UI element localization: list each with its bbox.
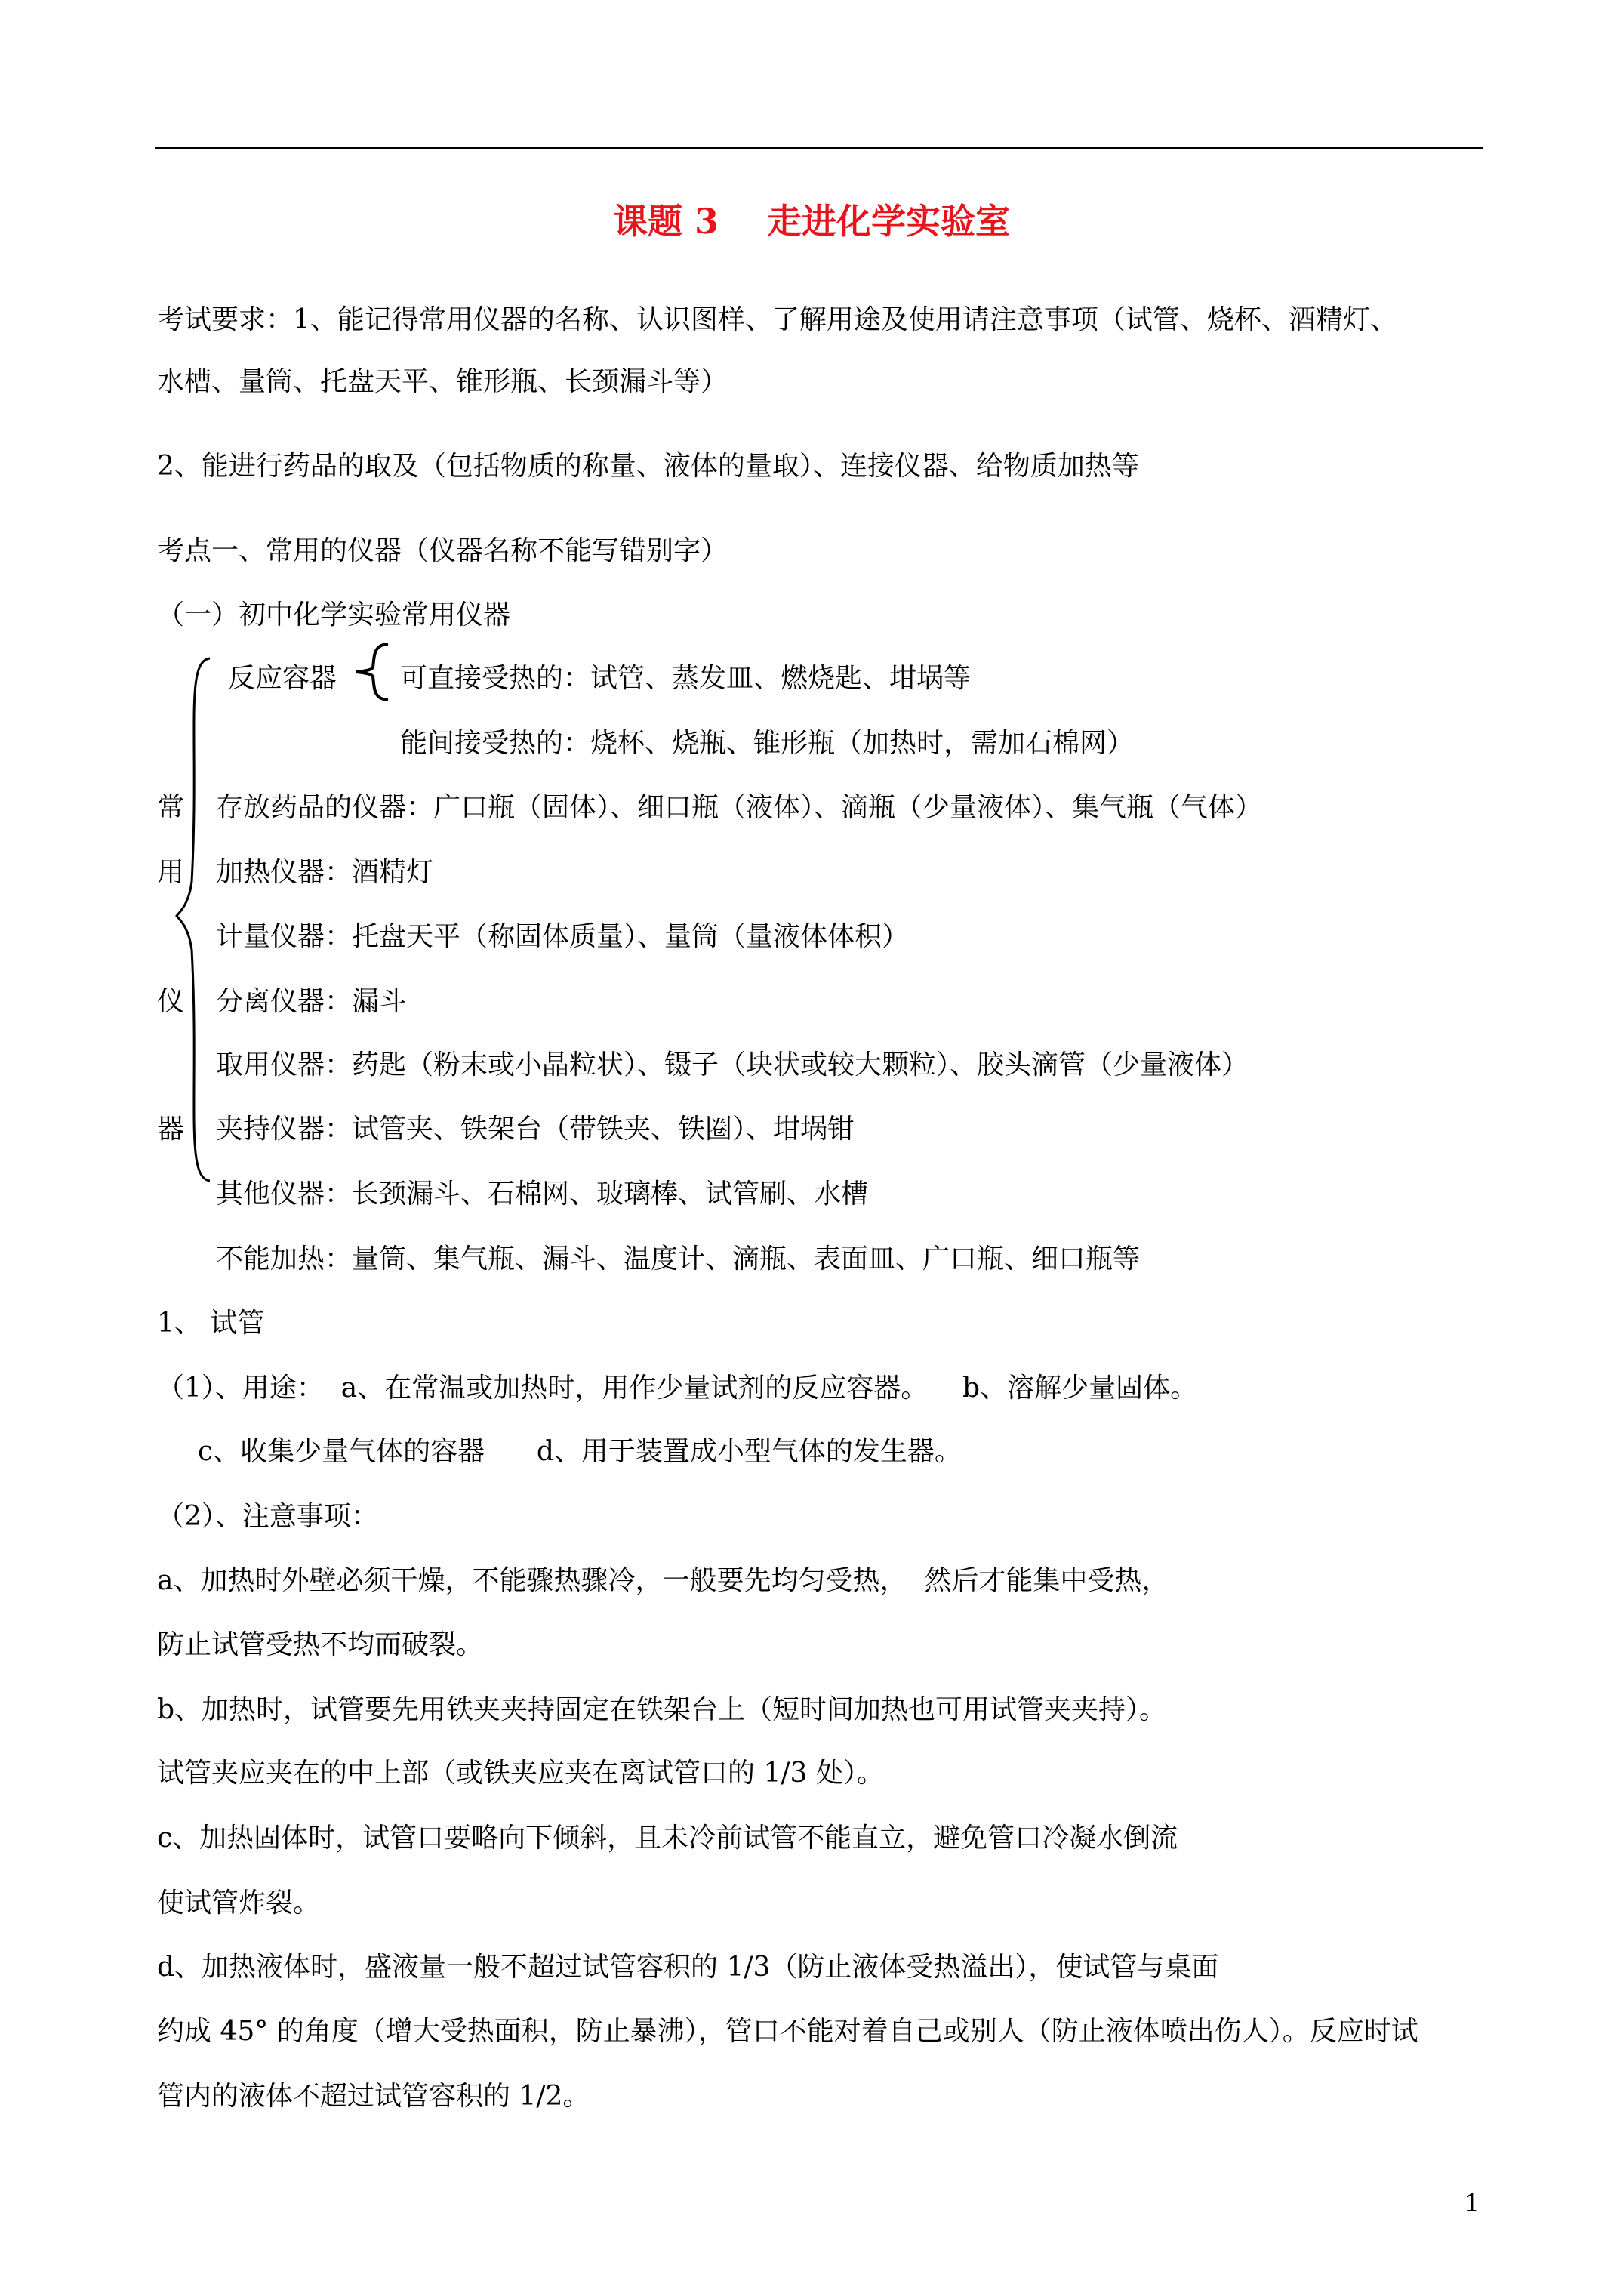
group-label-char-3: 仪 bbox=[157, 986, 185, 1017]
group-brace bbox=[175, 655, 211, 1184]
separation-line: 分离仪器：漏斗 bbox=[216, 986, 407, 1017]
point-one-heading: 考点一、常用的仪器（仪器名称不能写错别字） bbox=[157, 535, 728, 566]
note-a-line-1: a、加热时外壁必须干燥，不能骤热骤冷，一般要先均匀受热， 然后才能集中受热， bbox=[157, 1565, 1169, 1596]
top-rule bbox=[155, 147, 1483, 149]
note-c-line-2: 使试管炸裂。 bbox=[157, 1888, 321, 1918]
measuring-line: 计量仪器：托盘天平（称固体质量）、量筒（量液体体积） bbox=[216, 921, 910, 952]
requirements-intro-cont: 水槽、量筒、托盘天平、锥形瓶、长颈漏斗等） bbox=[157, 366, 728, 397]
page-number: 1 bbox=[1464, 2189, 1480, 2217]
reaction-indirect: 能间接受热的：烧杯、烧瓶、锥形瓶（加热时，需加石棉网） bbox=[400, 728, 1135, 759]
note-d-line-2: 约成 45° 的角度（增大受热面积，防止暴沸），管口不能对着自己或别人（防止液体喷出伤人）。反应时试 bbox=[157, 2016, 1418, 2047]
reaction-direct: 可直接受热的：试管、蒸发皿、燃烧匙、坩埚等 bbox=[400, 663, 972, 694]
reaction-brace bbox=[353, 642, 391, 702]
requirements-intro: 考试要求：1、能记得常用仪器的名称、认识图样、了解用途及使用请注意事项（试管、烧杯、酒精灯、 bbox=[157, 304, 1397, 335]
heating-line: 加热仪器：酒精灯 bbox=[216, 857, 434, 888]
requirement-2: 2、能进行药品的取及（包括物质的称量、液体的量取）、连接仪器、给物质加热等 bbox=[157, 451, 1139, 482]
page-title: 课题 3 走进化学实验室 bbox=[612, 201, 1011, 242]
note-b-line-1: b、加热时，试管要先用铁夹夹持固定在铁架台上（短时间加热也可用试管夹夹持）。 bbox=[157, 1694, 1167, 1725]
group-label-char-4: 器 bbox=[157, 1114, 185, 1145]
note-d-line-3: 管内的液体不超过试管容积的 1/2。 bbox=[157, 2081, 590, 2112]
reaction-label: 反应容器 bbox=[228, 663, 337, 694]
test-tube-heading: 1、 试管 bbox=[157, 1308, 265, 1339]
storage-line: 存放药品的仪器：广口瓶（固体）、细口瓶（液体）、滴瓶（少量液体）、集气瓶（气体） bbox=[216, 792, 1263, 823]
group-label-char-1: 常 bbox=[157, 792, 185, 823]
not-heatable-line: 不能加热：量筒、集气瓶、漏斗、温度计、滴瓶、表面皿、广口瓶、细口瓶等 bbox=[216, 1244, 1141, 1274]
group-label-char-2: 用 bbox=[157, 857, 185, 888]
note-d-line-1: d、加热液体时，盛液量一般不超过试管容积的 1/3（防止液体受热溢出），使试管与桌面 bbox=[157, 1952, 1219, 1983]
note-a-line-2: 防止试管受热不均而破裂。 bbox=[157, 1629, 484, 1660]
note-c-line-1: c、加热固体时，试管口要略向下倾斜，且未冷前试管不能直立，避免管口冷凝水倒流 bbox=[157, 1823, 1178, 1854]
note-b-line-2: 试管夹应夹在的中上部（或铁夹应夹在离试管口的 1/3 处）。 bbox=[157, 1758, 884, 1789]
holding-line: 夹持仪器：试管夹、铁架台（带铁夹、铁圈）、坩埚钳 bbox=[216, 1114, 855, 1145]
others-line: 其他仪器：长颈漏斗、石棉网、玻璃棒、试管刷、水槽 bbox=[216, 1179, 869, 1210]
test-tube-notes-heading: （2）、注意事项： bbox=[157, 1501, 378, 1532]
test-tube-use-1: （1）、用途： a、在常温或加热时，用作少量试剂的反应容器。 b、溶解少量固体。 bbox=[157, 1373, 1198, 1404]
section-one-heading: （一）初中化学实验常用仪器 bbox=[157, 599, 511, 630]
test-tube-use-2: c、收集少量气体的容器 d、用于装置成小型气体的发生器。 bbox=[198, 1436, 962, 1467]
taking-line: 取用仪器：药匙（粉末或小晶粒状）、镊子（块状或较大颗粒）、胶头滴管（少量液体） bbox=[216, 1049, 1249, 1080]
